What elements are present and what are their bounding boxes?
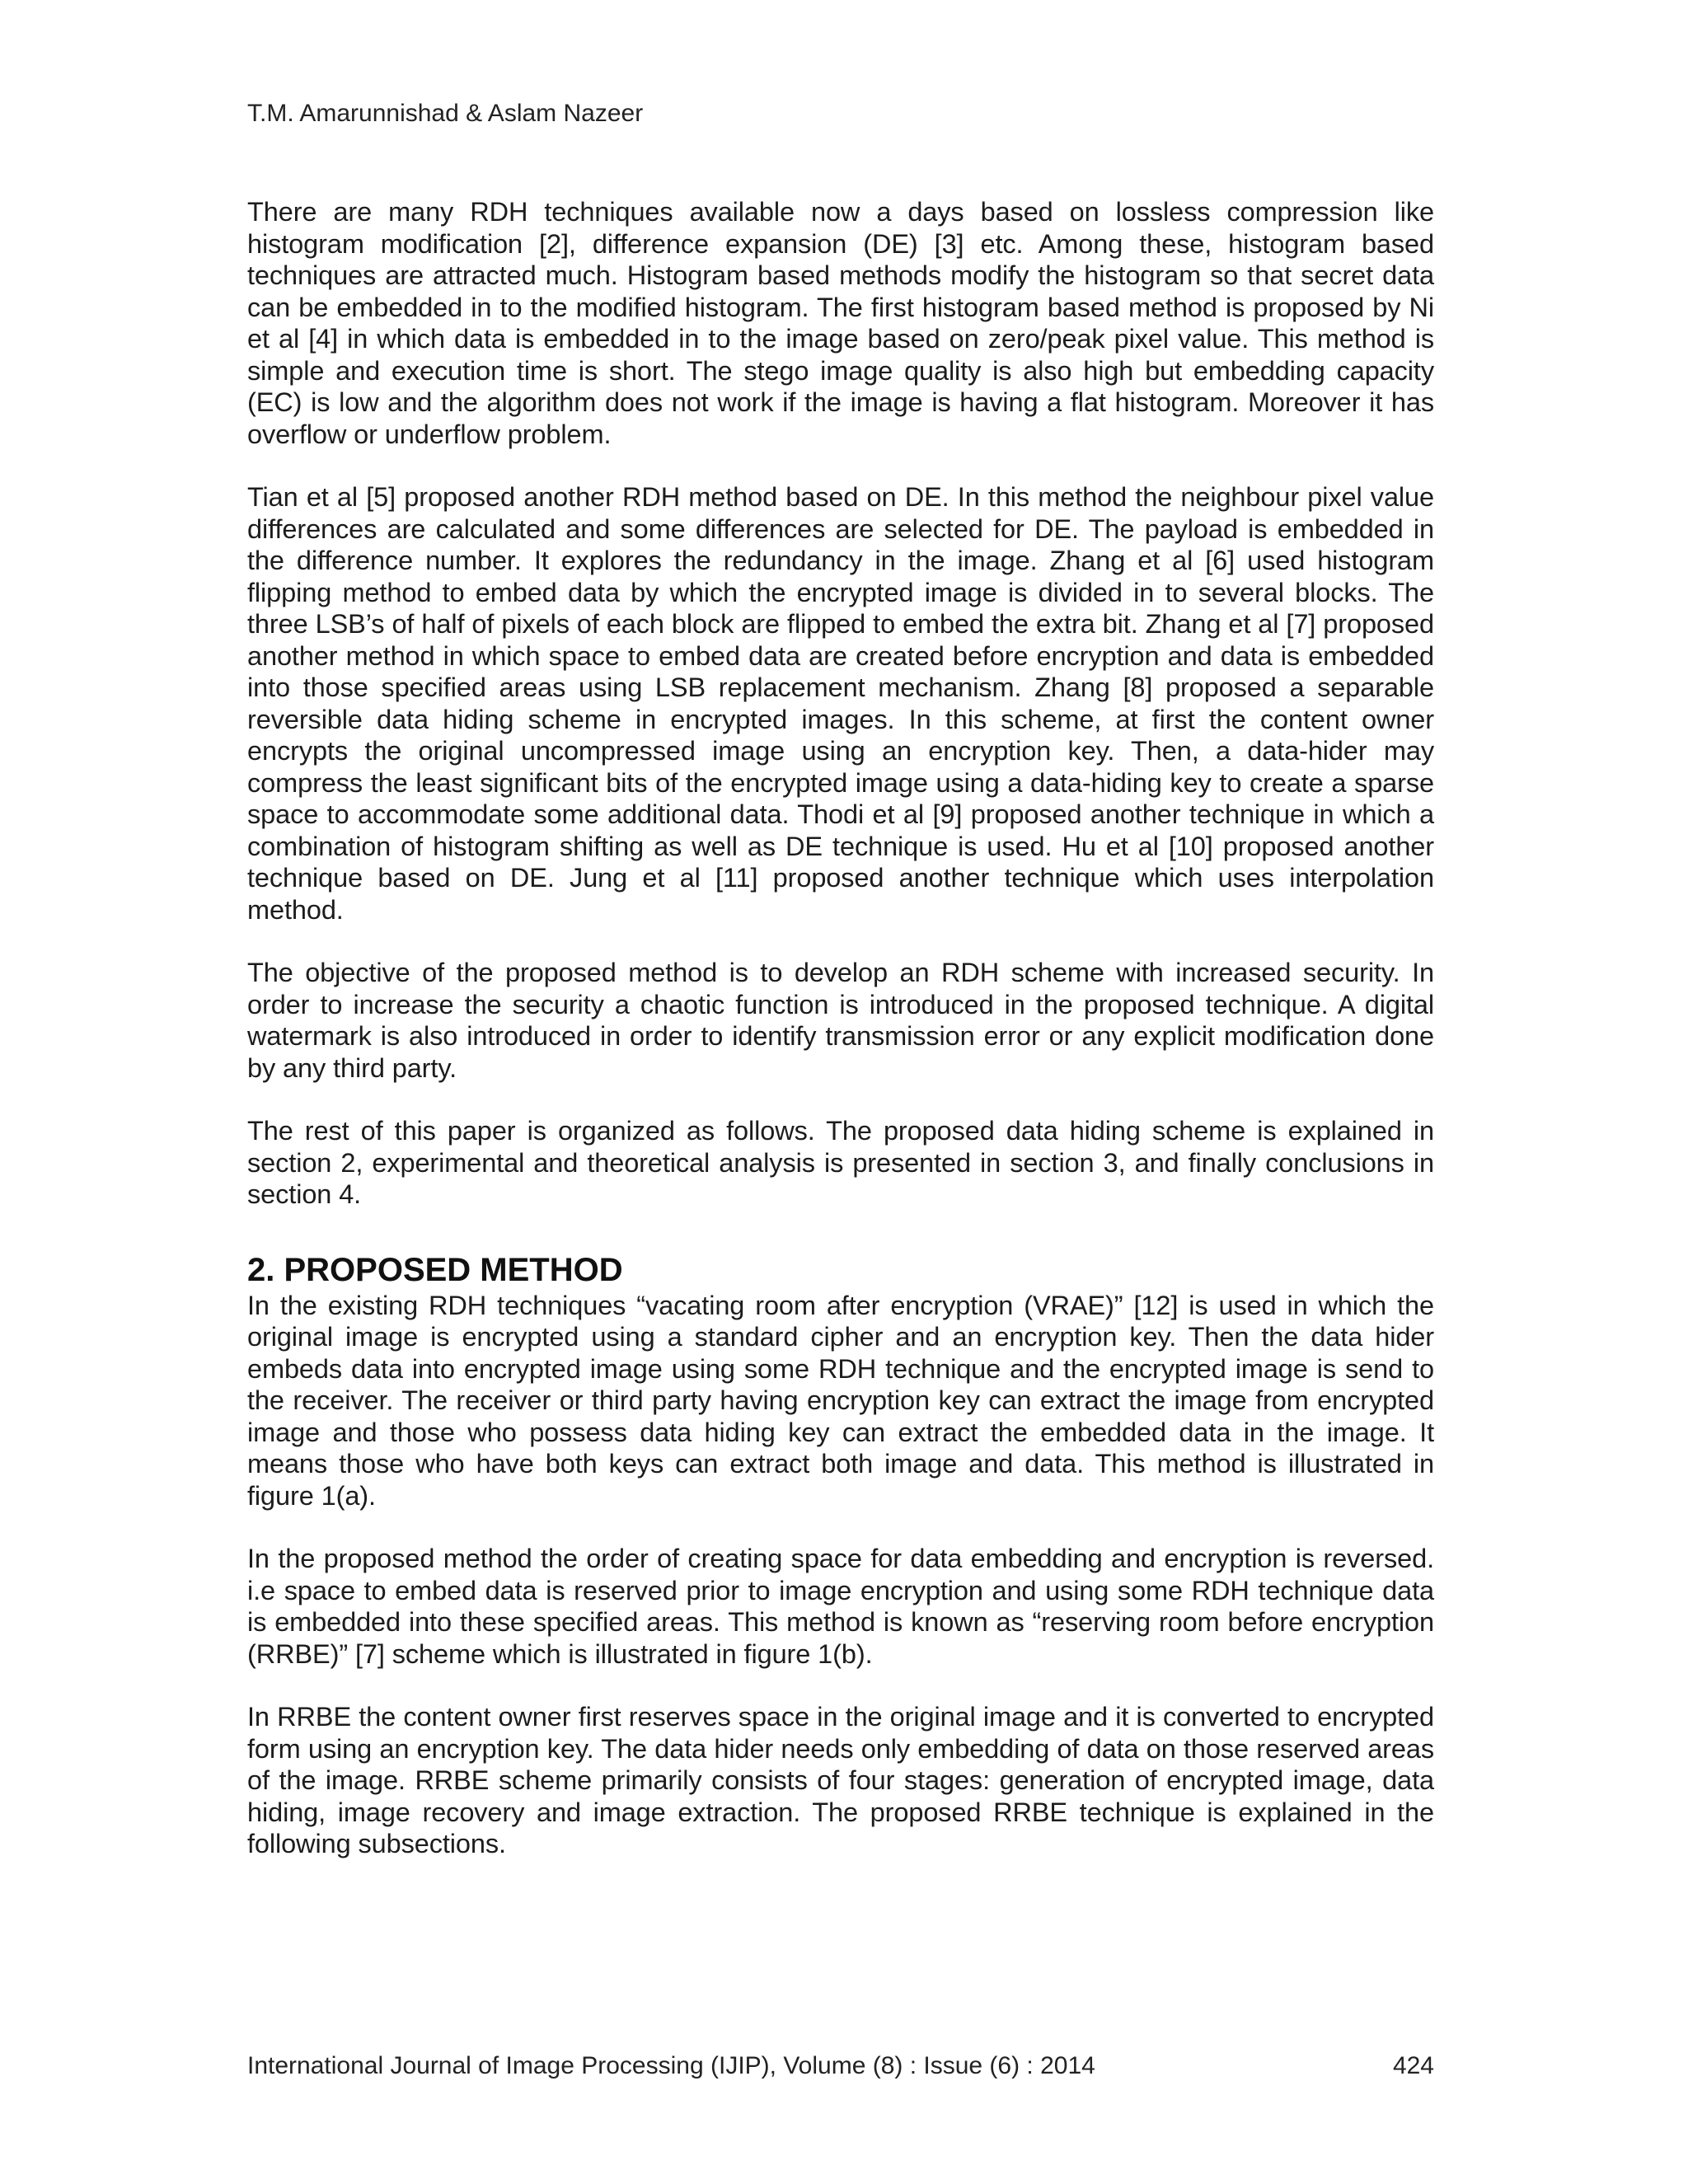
page-number: 424 bbox=[1392, 2052, 1434, 2079]
paragraph-organization: The rest of this paper is organized as follows. The proposed data hiding scheme is explained in section 2, experimental and theoretical analysis is presented in section 3, and finally conclusions in section 4. bbox=[247, 1116, 1434, 1209]
section-heading-proposed-method: 2. PROPOSED METHOD bbox=[247, 1251, 623, 1288]
paragraph-rrbe-stages: In RRBE the content owner first reserves space in the original image and it is converted to encrypted form using an encryption key. The data hider needs only embedding of data on those reserved areas of the image. RRBE scheme primarily consists of four stages: generation of encrypted image, data hiding, image recovery and image extraction. The proposed RRBE technique is explained in the following subsections. bbox=[247, 1702, 1434, 1858]
footer-journal-citation: International Journal of Image Processing (IJIP), Volume (8) : Issue (6) : 2014 bbox=[247, 2052, 1095, 2079]
running-header-authors: T.M. Amarunnishad & Aslam Nazeer bbox=[247, 100, 644, 127]
paragraph-rdh-overview: There are many RDH techniques available now a days based on lossless compression like histogram modification [2], difference expansion (DE) [3] etc. Among these, histogram based techniques are attracted much. Histogram based methods modify the histogram so that secret data can be embedded in to the modified histogram. The first histogram based method is proposed by Ni et al [4] in which data is embedded in to the image based on zero/peak pixel value. This method is simple and execution time is short. The stego image quality is also high but embedding capacity (EC) is low and the algorithm does not work if the image is having a flat histogram. Moreover it has overflow or underflow problem. bbox=[247, 197, 1434, 449]
paragraph-objective: The objective of the proposed method is to develop an RDH scheme with increased security. In order to increase the security a chaotic function is introduced in the proposed technique. A digital watermark is also introduced in order to identify transmission error or any explicit modification done by any third party. bbox=[247, 958, 1434, 1083]
paragraph-rrbe-intro: In the proposed method the order of creating space for data embedding and encryption is reversed. i.e space to embed data is reserved prior to image encryption and using some RDH technique data is embedded into these specified areas. This method is known as “reserving room before encryption (RRBE)” [7] scheme which is illustrated in figure 1(b). bbox=[247, 1544, 1434, 1669]
page-body bbox=[247, 196, 1434, 1860]
paragraph-related-work: Tian et al [5] proposed another RDH method based on DE. In this method the neighbour pixel value differences are calculated and some differences are selected for DE. The payload is embedded in the difference number. It explores the redundancy in the image. Zhang et al [6] used histogram flipping method to embed data by which the encrypted image is divided in to several blocks. The three LSB’s of half of pixels of each block are flipped to embed the extra bit. Zhang et al [7] proposed another method in which space to embed data are created before encryption and data is embedded into those specified areas using LSB replacement mechanism. Zhang [8] proposed a separable reversible data hiding scheme in encrypted images. In this scheme, at first the content owner encrypts the original uncompressed image using an encryption key. Then, a data-hider may compress the least significant bits of the encrypted image using a data-hiding key to create a sparse space to accommodate some additional data. Thodi et al [9] proposed another technique in which a combination of histogram shifting as well as DE technique is used. Hu et al [10] proposed another technique based on DE. Jung et al [11] proposed another technique which uses interpolation method. bbox=[247, 482, 1434, 925]
paragraph-vrae: In the existing RDH techniques “vacating room after encryption (VRAE)” [12] is used in which the original image is encrypted using a standard cipher and an encryption key. Then the data hider embeds data into encrypted image using some RDH technique and the encrypted image is send to the receiver. The receiver or third party having encryption key can extract the image from encrypted image and those who possess data hiding key can extract the embedded data in the image. It means those who have both keys can extract both image and data. This method is illustrated in figure 1(a). bbox=[247, 1290, 1434, 1511]
